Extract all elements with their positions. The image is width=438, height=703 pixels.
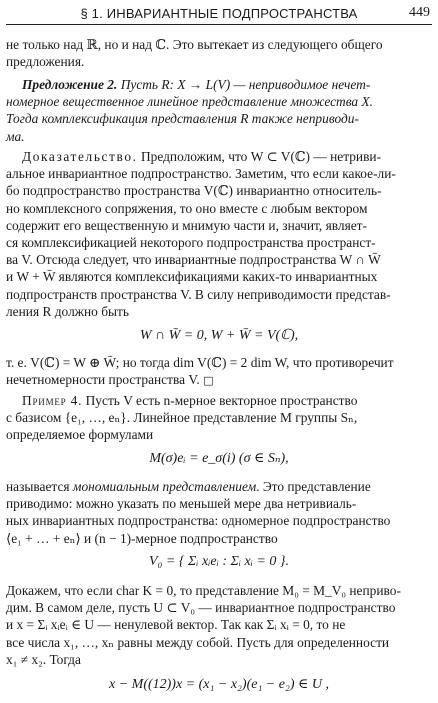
text-line: Докажем, что если char K = 0, то представление M₀ = M_V₀ неприво- — [6, 583, 401, 598]
text-fragment: называется — [6, 479, 73, 494]
proposition-paragraph — [6, 76, 432, 145]
text-line: предложения. — [6, 54, 85, 70]
example-paragraph — [6, 392, 432, 444]
text-line: определяемое формулами — [6, 427, 154, 443]
text-line: и x = Σᵢ xᵢeᵢ ∈ U — ненулевой вектор. Так как Σᵢ xᵢ = 0, то не — [6, 617, 346, 633]
text-line: не только над ℝ, но и над ℂ. Это вытекает из следующего общего — [6, 37, 383, 52]
text-line: ных инвариантных подпространства: одномерное подпространство — [6, 513, 391, 529]
text-line: ⟨e₁ + … + eₙ⟩ и (n − 1)-мерное подпространство — [6, 530, 278, 546]
text-line: бо подпространство пространства V(ℂ) инвариантно относитель- — [6, 183, 382, 199]
display-formula: x − M((12))x = (x₁ − x₂)(e₁ − e₂) ∈ U , — [109, 677, 329, 692]
display-formula: W ∩ W̄ = 0, W + W̄ = V(ℂ), — [139, 328, 299, 343]
text-line: все числа x₁, …, xₙ равны между собой. Пусть для определенности — [6, 634, 390, 650]
proof-paragraph — [6, 148, 432, 320]
text-line: нечетномерности пространства V. — [6, 372, 200, 388]
text-line: и W + W̄ являются комплексификациями каких-то инвариантных — [6, 269, 378, 285]
proof-conclusion — [6, 354, 432, 389]
proposition-heading: Предложение 2. — [22, 77, 118, 92]
page-number: 449 — [409, 5, 430, 20]
term-emphasis: мономиальным представлением — [72, 479, 257, 494]
text-line: Предположим, что W ⊂ V(ℂ) — нетриви- — [140, 149, 382, 164]
text-line: т. е. V(ℂ) = W ⊕ W̄; но тогда dim V(ℂ) = 2 dim W, что противоречит — [6, 355, 394, 370]
text-line: альное инвариантное подпространство. Заметим, что если какое-ли- — [6, 166, 396, 182]
qed-symbol: □ — [203, 374, 214, 388]
text-line: дим. В самом деле, пусть U ⊂ V₀ — инвариантное подпространство — [6, 600, 396, 616]
monomial-paragraph — [6, 478, 432, 547]
display-formula: M(σ)eᵢ = e_σ(i) (σ ∈ Sₙ), — [149, 451, 289, 466]
section-title: § 1. ИНВАРИАНТНЫЕ ПОДПРОСТРАНСТВА — [80, 6, 358, 21]
example-heading: Пример 4. — [22, 393, 83, 408]
text-line: номерное вещественное линейное представление множества X. — [6, 94, 373, 110]
display-formula: V₀ = { Σᵢ xᵢeᵢ : Σᵢ xᵢ = 0 }. — [148, 554, 290, 569]
text-line: с базисом {e₁, …, eₙ}. Линейное представление M группы Sₙ, — [6, 410, 358, 426]
text-line: ма. — [6, 128, 25, 144]
text-line: Пусть V есть n-мерное векторное пространство — [85, 393, 358, 408]
irreducibility-paragraph — [6, 582, 432, 668]
text-fragment: . Это представление — [256, 479, 371, 494]
text-line: ления R должно быть — [6, 303, 129, 319]
text-line: Тогда комплексификация представления R также неприводи- — [6, 111, 359, 127]
text-line: содержит его вещественную и мнимую части и, значит, являет- — [6, 217, 367, 233]
text-line: но комплексного сопряжения, то оно вместе с любым вектором — [6, 200, 368, 216]
text-line: Пусть R: X → L(V) — неприводимое нечет- — [120, 77, 371, 92]
text-line: x₁ ≠ x₂. Тогда — [6, 651, 81, 667]
proof-heading: Доказательство. — [22, 149, 138, 164]
intro-paragraph — [6, 36, 432, 70]
text-line: подпространств пространства V. В силу неприводимости представ- — [6, 286, 391, 302]
text-line: приводимо: можно указать по меньшей мере два нетривиаль- — [6, 496, 357, 512]
running-header — [6, 2, 432, 25]
book-page — [6, 0, 432, 703]
text-line: ва V. Отсюда следует, что инвариантные подпространства W ∩ W̄ — [6, 252, 381, 268]
text-line: ся комплексификацией некоторого подпространства пространст- — [6, 235, 376, 251]
